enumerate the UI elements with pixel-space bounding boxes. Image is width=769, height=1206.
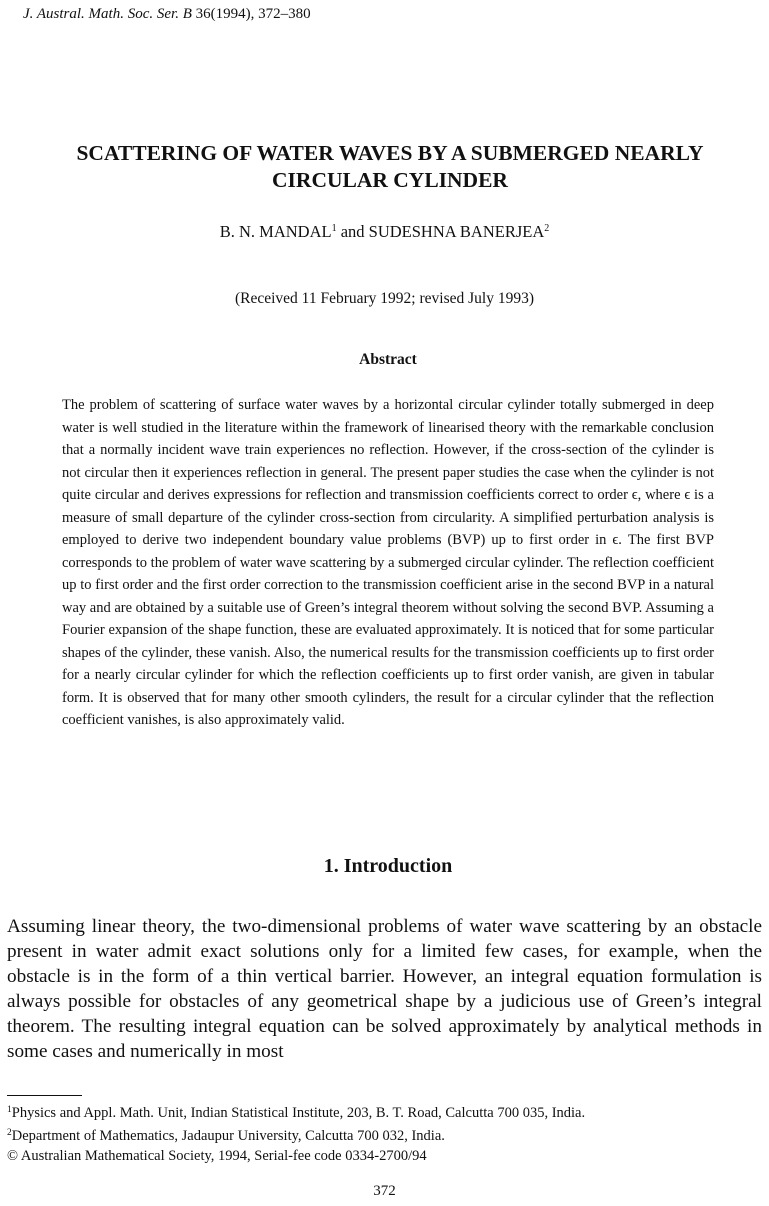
copyright-icon: © (7, 1148, 19, 1164)
footnotes (7, 1100, 767, 1166)
copyright-line (7, 1146, 767, 1166)
author-1-footnote-mark: 1 (331, 223, 337, 234)
author-conjunction: and (340, 222, 365, 241)
title-line-2: CIRCULAR CYLINDER (272, 168, 508, 192)
footnote-2-mark: 2 (7, 1128, 12, 1138)
footnote-1 (7, 1100, 767, 1123)
footnote-divider (7, 1095, 82, 1096)
section-heading: 1. Introduction (323, 855, 453, 877)
footnote-2-text: Department of Mathematics, Jadaupur University, Calcutta 700 032, India. (11, 1128, 445, 1144)
copyright-text: Australian Mathematical Society, 1994, Serial-fee code 0334-2700/94 (20, 1148, 427, 1164)
footnote-2 (7, 1123, 767, 1146)
author-1: B. N. MANDAL (219, 222, 332, 241)
footnote-1-mark: 1 (7, 1105, 12, 1115)
title-line-1: SCATTERING OF WATER WAVES BY A SUBMERGED NEARLY (76, 141, 704, 165)
author-2-footnote-mark: 2 (544, 223, 550, 234)
page-number: 372 (373, 1183, 396, 1199)
introduction-paragraph: Assuming linear theory, the two-dimensional problems of water wave scattering by an obstacle present in water admit exact solutions only for a limited few cases, for example, when the obstacle is in the form of a thin vertical barrier. However, an integral equation formulation is always possible for obstacles of any geometrical shape by a judicious use of Green’s integral theorem. The resulting integral equation can be solved approximately by analytical methods in some cases and numerically in most (7, 916, 762, 1062)
paper-title (20, 140, 760, 194)
abstract-text: The problem of scattering of surface water waves by a horizontal circular cylinder totally submerged in deep water is well studied in the literature within the framework of linearised theory with the remarkable conclusion that a normally incident wave train experiences no reflection. However, if the cross-section of the cylinder is not circular then it experiences reflection in general. The present paper studies the case when the cylinder is not quite circular and derives expressions for reflection and transmission coefficients correct to order ϵ, where ϵ is a measure of small departure of the cylinder cross-section from circularity. A simplified perturbation analysis is employed to derive two independent boundary value problems (BVP) up to first order in ϵ. The first BVP corresponds to the problem of water wave scattering by a submerged circular cylinder. The reflection coefficient up to first order and the first order correction to the transmission coefficient arise in the second BVP in a natural way and are obtained by a suitable use of Green’s integral theorem without solving the second BVP. Assuming a Fourier expansion of the shape function, these are evaluated approximately. It is noticed that for some particular shapes of the cylinder, these vanish. Also, the numerical results for the transmission coefficients up to first order for a nearly circular cylinder for which the reflection coefficients up to first order vanish, are given in tabular form. It is observed that for many other smooth cylinders, the result for a circular cylinder that the reflection coefficient vanishes, is also approximately valid. (62, 397, 714, 728)
author-line (0, 222, 769, 242)
footnote-1-text: Physics and Appl. Math. Unit, Indian Statistical Institute, 203, B. T. Road, Calcutta 700 035, India. (11, 1105, 586, 1121)
abstract (62, 394, 714, 732)
introduction-body (7, 914, 762, 1064)
abstract-heading: Abstract (359, 351, 417, 368)
journal-name: J. Austral. Math. Soc. Ser. B (23, 6, 192, 22)
author-2: SUDESHNA BANERJEA (368, 222, 545, 241)
volume-pages: 36(1994), 372–380 (195, 6, 311, 22)
journal-header (23, 6, 311, 23)
received-dates: (Received 11 February 1992; revised July 1993) (234, 290, 535, 307)
